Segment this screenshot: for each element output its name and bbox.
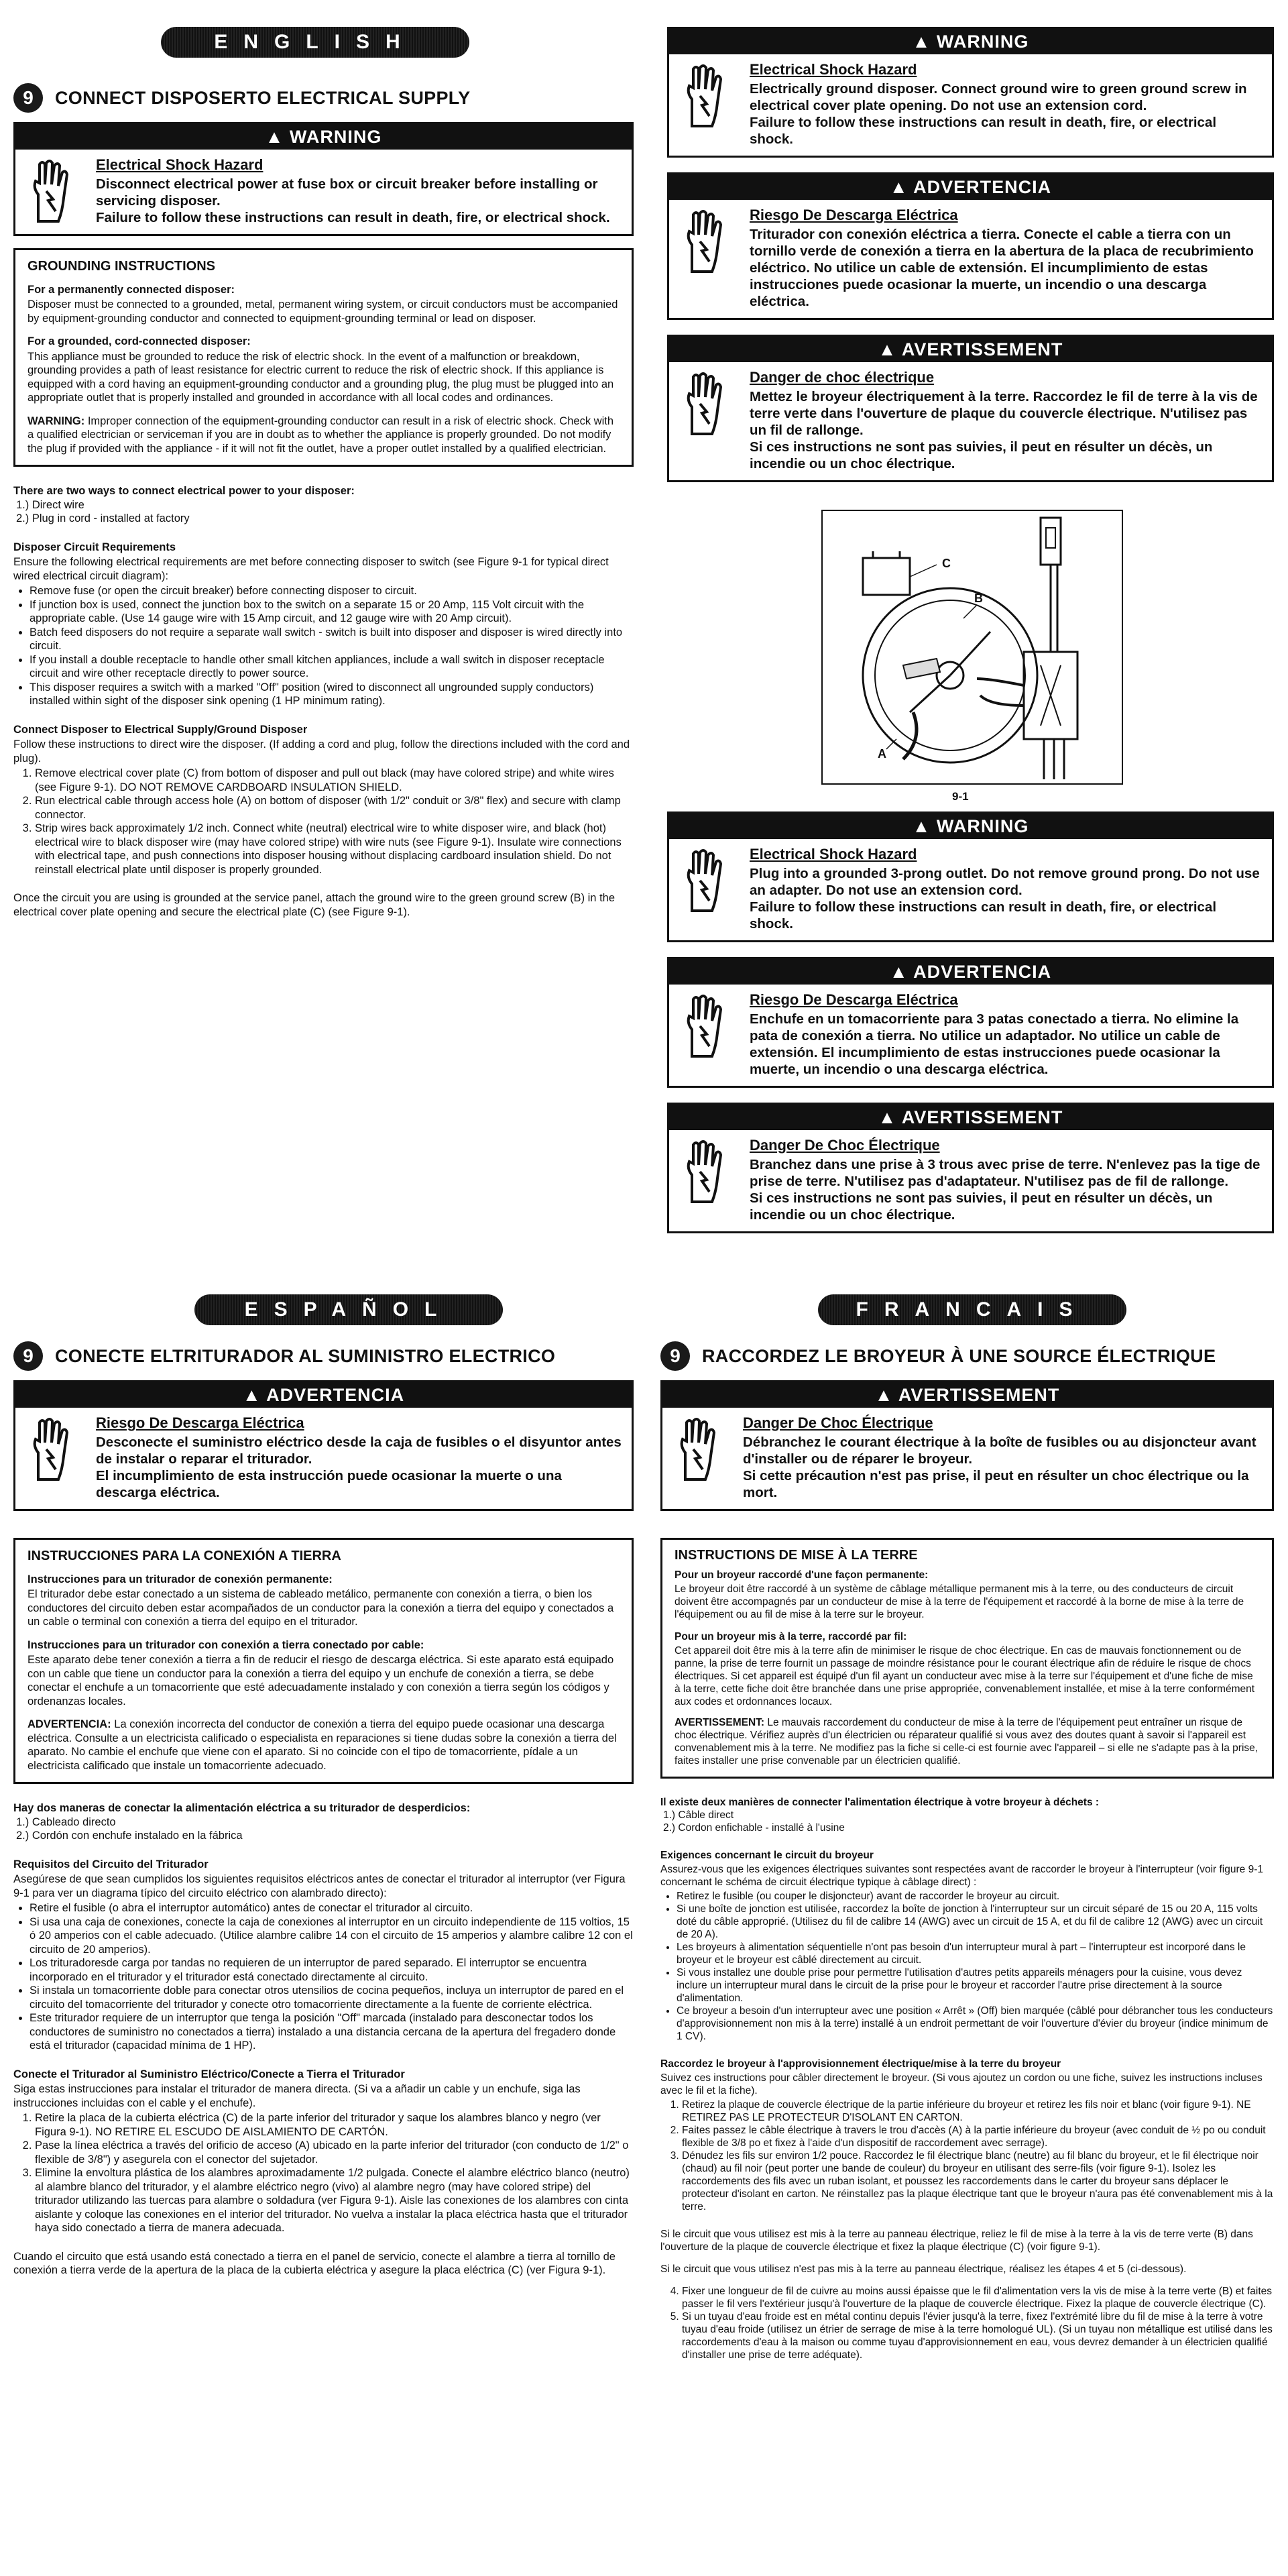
two-ways-heading: Hay dos maneras de conectar la alimentación eléctrica a su triturador de desperdicios: [13,1802,471,1814]
warning-header: ▲ AVERTISSEMENT [662,1382,1272,1408]
warning-header: ▲ WARNING [669,29,1272,54]
list-item: • If you install a double receptacle to handle other small kitchen appliances, include a wall switch in disposer receptacle circuit and wire other receptacle directly to power source. [30,653,634,681]
grounding-subheading: For a permanently connected disposer: [27,283,235,296]
electric-shock-hand-icon [679,369,735,439]
way-item: 1.) Câble direct [663,1809,734,1821]
extra-steps-list [660,2285,1274,2361]
list-item: 2. Pase la línea eléctrica a través del orificio de acceso (A) ubicado en la parte inferior del triturador (con conducto de 1/2" o flexible de 3/8") y asegurela con el conector del sujetador. [35,2139,634,2166]
closing-paragraph: Once the circuit you are using is grounded at the service panel, attach the ground wire to the green ground screw (B) in the electrical cover plate opening and secure the electrical plate (C) (see Figure 9-1). [13,892,616,918]
connect-intro: Follow these instructions to direct wire the disposer. (If adding a cord and plug, follow the directions included with the cord and plug). [13,738,630,765]
warning-line: Failure to follow these instructions can result in death, fire, or electrical shock. [750,115,1217,147]
warning-line: Mettez le broyeur électriquement à la terre. Raccordez le fil de terre à la vis de terre verte dans l'ouverture de plaque du couvercle électrique. N'utilisez pas un fil de rallonge. [750,389,1258,438]
warning-header: ▲ WARNING [669,814,1272,839]
grounding-text: Cet appareil doit être mis à la terre afin de minimiser le risque de choc électrique. En cas de mauvais fonctionnement ou de panne, la prise de terre fournit un passage de moindre résistance pour le courant électrique afin de réduire le risque de chocs électriques. Si cet appareil est équipé d'un fil ayant un conducteur avec mise à la terre sur l'équipement et d'une fiche de mise à la terre, cette fiche doit être branchée dans une prise appropriée, convenablement installée, et mise à la terre conformément aux codes et ordonnances locaux. [675,1645,1255,1707]
grounding-warning: AVERTISSEMENT: Le mauvais raccordement du conducteur de mise à la terre de l'équipement peut entraîner un risque de choc électrique. Vérifiez auprès d'un électricien ou réparateur qualifié si vous avez des doutes quant à savoir si l'appareil est convenablement mis à la terre. Ne modifiez pas la fiche si celle-ci est fournie avec l'appareil – si elle ne s'adapte pas à la prise, faites installer une prise convenable par un électricien qualifié. [675,1717,1258,1767]
figure-caption: 9-1 [952,790,969,803]
wiring-diagram [823,511,1122,783]
grounding-subheading: Instrucciones para un triturador de conexión permanente: [27,1573,333,1585]
electric-shock-hand-icon [25,1414,81,1484]
closing-paragraph-2: Si le circuit que vous utilisez n'est pas mis à la terre au panneau électrique, réalisez les étapes 4 et 5 (ci-dessous). [660,2263,1187,2275]
two-ways-heading: There are two ways to connect electrical power to your disposer: [13,485,355,497]
connect-steps-list [13,2111,634,2235]
list-item: 3. Strip wires back approximately 1/2 inch. Connect white (neutral) electrical wire to white disposer wire, and black (hot) electrical wire to black disposer wire (may have colored stripe) with wire nuts (see Figure 9-1). Insulate wire connections with electrical tape, and push connections into disposer housing without displacing cardboard insulation shield. Do not reinstall electrical plate until disposer is properly grounded. [35,822,634,877]
espanol-banner: ESPAÑOL [194,1294,503,1325]
grounding-instructions-box [13,248,634,467]
advertencia-box [667,172,1274,320]
warning-line: Electrically ground disposer. Connect ground wire to green ground screw in electrical cover plate opening. Do not use an extension cord. [750,81,1247,113]
closing-paragraph: Cuando el circuito que está usando está conectado a tierra en el panel de servicio, conecte el alambre a tierra al tornillo de conexión a tierra verde de la apertura de la placa de la cubierta eléctrica y asegure la placa eléctrica (C) (ver Figura 9-1). [13,2250,616,2276]
list-item: 1. Retire la placa de la cubierta eléctrica (C) de la parte inferior del triturador y saque los alambres blanco y negro (ver Figura 9-1). NO RETIRE EL ESCUDO DE AISLAMIENTO DE CARTÓN. [35,2111,634,2139]
connect-intro: Siga estas instrucciones para instalar el triturador de manera directa. (Si va a añadir un cable y un enchufe, siga las instrucciones incluidas con el cable y el enchufe). [13,2083,581,2109]
way-item: 2.) Cordon enfichable - installé à l'usine [663,1822,845,1834]
warning-line: Débranchez le courant électrique à la boîte de fusibles ou au disjoncteur avant d'installer ou de réparer le broyeur. [743,1435,1256,1467]
grounding-text: Le broyeur doit être raccordé à un système de câblage métallique permanent mis à la terre, ou des conducteurs de circuit doivent être accompagnés par un conducteur de mise à la terre de l'équipement et raccordé à la borne de mise à la terre de l'équipement ou au fil de mise à la terre sur le broyeur. [675,1583,1244,1620]
step-number-badge: 9 [13,1341,43,1371]
connect-steps-list [13,767,634,877]
warning-header: ▲ ADVERTENCIA [669,174,1272,200]
electric-shock-hand-icon [679,1137,735,1207]
list-item: 3. Dénudez les fils sur environ 1/2 pouce. Raccordez le fil électrique blanc (neutre) au fil blanc du broyeur, et le fil électrique noir (chaud) au fil noir (peut porter une bande de couleur) du broyeur en utilisant des serre-fils (voir figure 9-1). Isolez les raccordements des fils avec un ruban isolant, et poussez les raccordements dans le carter du broyeur sans déplacer le protecteur d'isolant en carton. Ne réinstallez pas la plaque électrique tant que le broyeur n'aura pas été convenablement mis à la terre. [682,2149,1274,2213]
list-item: • Si une boîte de jonction est utilisée, raccordez la boîte de jonction à l'interrupteur sur un circuit séparé de 15 ou 20 A, 115 volts doté du câble approprié. (Utilisez du fil de calibre 14 (AWG) avec un circuit de 15 A, et du fil de calibre 12 (AWG) avec un circuit de 20 A). [677,1903,1274,1941]
hazard-title: Danger de choc électrique [750,369,935,386]
connect-heading: Connect Disposer to Electrical Supply/Ground Disposer [13,723,308,736]
way-item: 2.) Cordón con enchufe instalado en la fábrica [16,1830,243,1842]
way-item: 2.) Plug in cord - installed at factory [16,512,190,524]
electric-shock-hand-icon [672,1414,728,1484]
list-item: 5. Si un tuyau d'eau froide est en métal continu depuis l'évier jusqu'à la terre, fixez l'extrémité libre du fil de mise à la terre à votre tuyau d'eau froide (utilisez un étrier de serrage de mise à la terre homologué UL). (Si un tuyau non métallique est utilisé dans les raccordements d'eau à la maison ou comme tuyau d'approvisionnement en eau, vous devrez demander à un électricien qualifié d'installer une prise de terre adéquate). [682,2310,1274,2361]
warning-line: Branchez dans une prise à 3 trous avec prise de terre. N'enlevez pas la tige de prise de terre. N'utilisez pas d'adaptateur. N'utilisez pas de fil de rallonge. [750,1157,1261,1189]
list-item: • Retire el fusible (o abra el interruptor automático) antes de conectar el triturador al circuito. [30,1901,634,1915]
hazard-title: Danger De Choc Électrique [750,1137,940,1154]
connect-steps-list [660,2098,1274,2213]
circuit-requirements-list [13,584,634,708]
english-step-header [13,83,634,113]
hazard-title: Riesgo De Descarga Eléctrica [750,991,958,1008]
francais-banner: FRANCAIS [818,1294,1126,1325]
warning-header: ▲ WARNING [15,124,632,150]
list-item: • Retirez le fusible (ou couper le disjoncteur) avant de raccorder le broyeur au circuit. [677,1890,1274,1903]
circuit-requirements-list [13,1901,634,2053]
grounding-subheading: Pour un broyeur raccordé d'une façon permanente: [675,1569,929,1581]
grounding-title: INSTRUCTIONS DE MISE À LA TERRE [675,1548,918,1563]
electric-shock-hand-icon [679,207,735,276]
advertencia-box [13,1380,634,1511]
list-item: • Si vous installez une double prise pour permettre l'utilisation d'autres petits appareils ménagers pour la cuisine, vous devez inclure un interrupteur mural dans le circuit de la prise pour le broyeur et raccorder l'autre prise directement à la source d'alimentation. [677,1966,1274,2005]
warning-line: Plug into a grounded 3-prong outlet. Do not remove ground prong. Do not use an adapter. Do not use an extension cord. [750,866,1260,898]
figure-9-1 [821,510,1123,785]
warning-line: El incumplimiento de esta instrucción puede ocasionar la muerte o una descarga eléctrica. [96,1468,562,1500]
connect-heading: Conecte el Triturador al Suministro Eléctrico/Conecte a Tierra el Triturador [13,2068,405,2080]
list-item: • If junction box is used, connect the junction box to the switch on a separate 15 or 20 Amp, 115 Volt circuit with the appropriate cable. (Use 14 gauge wire with 15 Amp circuit, and 12 gauge wire with 20 Amp circuit). [30,598,634,626]
list-item: • Este triturador requiere de un interruptor que tenga la posición "Off" marcada (instalado para desconectar todos los conductores de suministro no conectados a tierra) instalado a una distancia cercana de la apertura del fregadero donde está el triturador (capacidad mínima de 1 HP). [30,2011,634,2053]
figure-label-c: C [942,557,951,570]
grounding-text: El triturador debe estar conectado a un sistema de cableado metálico, permanente con conexión a tierra, o bien los conductores del circuito deben estar acompañados de un conductor para la conexión a tierra del equipo y conectados a un cable o terminal con conexión a tierra del equipo en el triturador. [27,1588,614,1628]
hazard-title: Riesgo De Descarga Eléctrica [750,207,958,223]
hazard-title: Electrical Shock Hazard [96,156,264,173]
espanol-section [13,1335,634,2278]
list-item: • Les broyeurs à alimentation séquentielle n'ont pas besoin d'un interrupteur mural à part – l'interrupteur est incorporé dans le broyeur et le broyeur est câblé directement au circuit. [677,1941,1274,1966]
grounding-subheading: Instrucciones para un triturador con conexión a tierra conectado por cable: [27,1638,424,1651]
warning-header: ▲ AVERTISSEMENT [669,337,1272,362]
way-item: 1.) Direct wire [16,498,84,511]
grounding-text: Disposer must be connected to a grounded, metal, permanent wiring system, or circuit conductors must be accompanied by equipment-grounding conductor and connected to equipment-grounding terminal or lead on disposer. [27,298,618,325]
list-item: • Batch feed disposers do not require a separate wall switch - switch is built into disposer and disposer is wired directly into circuit. [30,626,634,653]
list-item: • This disposer requires a switch with a marked "Off" position (wired to disconnect all ungrounded supply conductors) installed within sight of the disposer sink opening (1 HP minimum rating). [30,681,634,708]
avertissement-box [667,335,1274,482]
step-number-badge: 9 [13,83,43,113]
warning-header: ▲ ADVERTENCIA [15,1382,632,1408]
english-section [13,74,634,919]
circuit-requirements-list [660,1890,1274,2043]
grounding-text: Este aparato debe tener conexión a tierra a fin de reducir el riesgo de descarga eléctrica. Si este aparato está equipado con un cable que tiene un conductor para la conexión a tierra del equipo y un enchufe de conexión a tierra, se debe conectar el enchufe a un tomacorriente que esté adecuadamente instalado y con conexión a tierra según los códigos y ordenanzas locales. [27,1654,614,1707]
list-item: • Ce broyeur a besoin d'un interrupteur avec une position « Arrêt » (Off) bien marquée (câblé pour débrancher tous les conducteurs d'approvisionnement non mis à la terre) installé à un endroit permettant de voir l'ouverture d'évier du broyeur (indice minimum de 1 CV). [677,2005,1274,2043]
avertissement-box [660,1380,1274,1511]
right-warnings-top [667,27,1274,482]
grounding-subheading: Pour un broyeur mis à la terre, raccordé par fil: [675,1631,907,1642]
warning-line: Si cette précaution n'est pas prise, il peut en résulter un choc électrique ou la mort. [743,1468,1249,1500]
grounding-instructions-box [13,1538,634,1784]
warning-line: Enchufe en un tomacorriente para 3 patas conectado a tierra. No elimine la pata de conexión a tierra. No utilice un adaptador. No utilice un cable de extensión. El incumplimiento de estas instrucciones puede ocasionar la muerte, un incendio o una descarga eléctrica. [750,1011,1239,1077]
warning-header: ▲ AVERTISSEMENT [669,1105,1272,1130]
warning-line: Desconecte el suministro eléctrico desde la caja de fusibles o el disyuntor antes de instalar o reparar el triturador. [96,1435,622,1467]
warning-line: Failure to follow these instructions can result in death, fire, or electrical shock. [96,210,610,225]
list-item: 3. Elimine la envoltura plástica de los alambres aproximadamente 1/2 pulgada. Conecte el alambre eléctrico blanco (neutro) al alambre blanco del triturador, y el alambre eléctrico negro (vivo) al alambre negro (may have colored stripe) del triturador utilizando las tuercas para alambre o soldadura (ver Figura 9-1). Aisle las conexiones de los alambres con cinta aislante y coloque las conexiones en el interior del triturador. No vuelva a instalar la placa eléctrica hasta que el triturador haya sido conectado a tierra de manera adecuada. [35,2166,634,2235]
circuit-requirements-heading: Exigences concernant le circuit du broyeur [660,1850,874,1861]
list-item: 1. Retirez la plaque de couvercle électrique de la partie inférieure du broyeur et retirez les fils noir et blanc (voir figure 9-1). NE RETIREZ PAS LE PROTECTEUR D'ISOLANT EN CARTON. [682,2098,1274,2124]
two-ways-heading: Il existe deux manières de connecter l'alimentation électrique à votre broyeur à déchets : [660,1797,1100,1808]
list-item: • Si usa una caja de conexiones, conecte la caja de conexiones al interruptor en un circuito independiente de 115 voltios, 15 ó 20 amperios con el cable adecuado. (Utilice alambre calibre 14 con el circuito de 15 amperios y alambre calibre 12 con el circuito de 20 amperios). [30,1915,634,1957]
list-item: • Si instala un tomacorriente doble para conectar otros utensilios de cocina pequeños, incluya un interruptor de pared en el circuito del tomacorriente del triturador y conecte otro tomacorriente directamente a la fuente de corriente eléctrica. [30,1984,634,2011]
electric-shock-hand-icon [25,156,81,226]
grounding-subheading: For a grounded, cord-connected disposer: [27,335,251,347]
hazard-title: Electrical Shock Hazard [750,61,917,78]
electric-shock-hand-icon [679,991,735,1061]
way-item: 1.) Cableado directo [16,1815,116,1828]
hazard-title: Riesgo De Descarga Eléctrica [96,1414,304,1431]
warning-line: Si ces instructions ne sont pas suivies, il peut en résulter un décès, un incendie ou un choc électrique. [750,439,1213,471]
closing-paragraph: Si le circuit que vous utilisez est mis à la terre au panneau électrique, reliez le fil de mise à la terre à la vis de terre verte (B) dans l'ouverture de la plaque de couvercle électrique et fixez la plaque électrique (C) (voir figure 9-1). [660,2229,1253,2253]
circuit-requirements-intro: Assurez-vous que les exigences électriques suivantes sont respectées avant de raccorder le broyeur à l'interrupteur (voir figure 9-1 concernant le schéma de circuit électrique typique à câblage direct) : [660,1864,1263,1888]
figure-label-a: A [878,747,886,761]
list-item: • Los trituradoresde carga por tandas no requieren de un interruptor de pared separado. El interruptor se encuentra incorporado en el triturador y el triturador está conectado directamente al circuito. [30,1956,634,1984]
circuit-requirements-intro: Asegúrese de que sean cumplidos los siguientes requisitos eléctricos antes de conectar el triturador al interruptor (ver Figura 9-1 para ver un diagrama típico del circuito eléctrico con alambrado directo): [13,1873,626,1899]
step-title: CONNECT DISPOSERTO ELECTRICAL SUPPLY [55,87,471,108]
step-number-badge: 9 [660,1341,690,1371]
hazard-title: Electrical Shock Hazard [750,846,917,862]
list-item: 2. Faites passez le câble électrique à travers le trou d'accès (A) à la partie inférieure du broyeur (avec conduit de ½ po ou conduit flexible de 3/8 po et fixez à l'aide d'un dispositif de raccordement avec serrage). [682,2124,1274,2149]
warning-header: ▲ ADVERTENCIA [669,959,1272,985]
circuit-requirements-heading: Disposer Circuit Requirements [13,541,176,553]
right-warnings-middle [667,811,1274,1233]
grounding-instructions-box [660,1538,1274,1779]
warning-box [667,811,1274,942]
list-item: 1. Remove electrical cover plate (C) from bottom of disposer and pull out black (may have colored stripe) and white wires (see Figure 9-1). DO NOT REMOVE CARDBOARD INSULATION SHIELD. [35,767,634,794]
connect-intro: Suivez ces instructions pour câbler directement le broyeur. (Si vous ajoutez un cordon ou une fiche, suivez les instructions incluses avec le fil et la fiche). [660,2072,1263,2096]
list-item: 4. Fixer une longueur de fil de cuivre au moins aussi épaisse que le fil d'alimentation vers la vis de mise à la terre verte (B) et faites passer le fil vers l'extérieur jusqu'à l'ouverture de la plaque de couvercle électrique. Fixez la plaque de couvercle électrique (C). [682,2285,1274,2310]
english-banner: ENGLISH [161,27,469,58]
francais-step-header [660,1341,1274,1371]
hazard-title: Danger De Choc Électrique [743,1414,933,1431]
electric-shock-hand-icon [679,61,735,131]
avertissement-box [667,1103,1274,1233]
warning-line: Failure to follow these instructions can result in death, fire, or electrical shock. [750,899,1217,932]
list-item: • Remove fuse (or open the circuit breaker) before connecting disposer to circuit. [30,584,634,598]
grounding-title: INSTRUCCIONES PARA LA CONEXIÓN A TIERRA [27,1549,341,1563]
figure-label-b: B [974,592,983,605]
circuit-requirements-heading: Requisitos del Circuito del Triturador [13,1858,209,1870]
espanol-step-header [13,1341,634,1371]
warning-line: Triturador con conexión eléctrica a tierra. Conecte el cable a tierra con un tornillo verde de conexión a tierra en la abertura de la placa de recubrimiento eléctrico. No utilice un cable de extensión. El incumplimiento de estas instrucciones puede ocasionar la muerte, un incendio o una descarga eléctrica. [750,227,1254,309]
warning-line: Si ces instructions ne sont pas suivies, il peut en résulter un décès, un incendie ou un choc électrique. [750,1190,1213,1223]
francais-section [660,1335,1274,2361]
grounding-title: GROUNDING INSTRUCTIONS [27,259,215,274]
warning-box [13,122,634,236]
step-title: RACCORDEZ LE BROYEUR À UNE SOURCE ÉLECTRIQUE [702,1345,1216,1366]
warning-line: Disconnect electrical power at fuse box or circuit breaker before installing or servicing disposer. [96,176,598,209]
circuit-requirements-intro: Ensure the following electrical requirements are met before connecting disposer to switch (see Figure 9-1 for typical direct wired electrical circuit diagram): [13,556,609,582]
warning-box [667,27,1274,158]
grounding-warning: ADVERTENCIA: La conexión incorrecta del conductor de conexión a tierra del equipo puede ocasionar una descarga eléctrica. Consulte a un electricista calificado o especialista en reparaciones si tiene dudas sobre la conexión a tierra del aparato. No cambie el enchufe que viene con el aparato. Si no coincide con el tipo de tomacorriente, pídale a un electricista calificado que instale un tomacorriente adecuado. [27,1718,617,1772]
step-title: CONECTE ELTRITURADOR AL SUMINISTRO ELECTRICO [55,1345,556,1366]
grounding-warning: WARNING: Improper connection of the equipment-grounding conductor can result in a risk of electric shock. Check with a qualified electrician or serviceman if you are in doubt as to whether the appliance is properly grounded. Do not modify the plug if provided with the appliance - if it will not fit the outlet, have a proper outlet installed by a qualified electrician. [27,414,613,455]
connect-heading: Raccordez le broyeur à l'approvisionnement électrique/mise à la terre du broyeur [660,2058,1061,2070]
advertencia-box [667,957,1274,1088]
electric-shock-hand-icon [679,846,735,915]
list-item: 2. Run electrical cable through access hole (A) on bottom of disposer (with 1/2" conduit or 3/8" flex) and secure with clamp connector. [35,794,634,822]
grounding-text: This appliance must be grounded to reduce the risk of electric shock. In the event of a malfunction or breakdown, grounding provides a path of least resistance for electric current to reduce the risk of electric shock. If this appliance is equipped with a cord having an equipment-grounding conductor and a grounding plug, the plug must be plugged into an appropriate outlet that is properly installed and grounded in accordance with all local codes and ordinances. [27,350,614,404]
